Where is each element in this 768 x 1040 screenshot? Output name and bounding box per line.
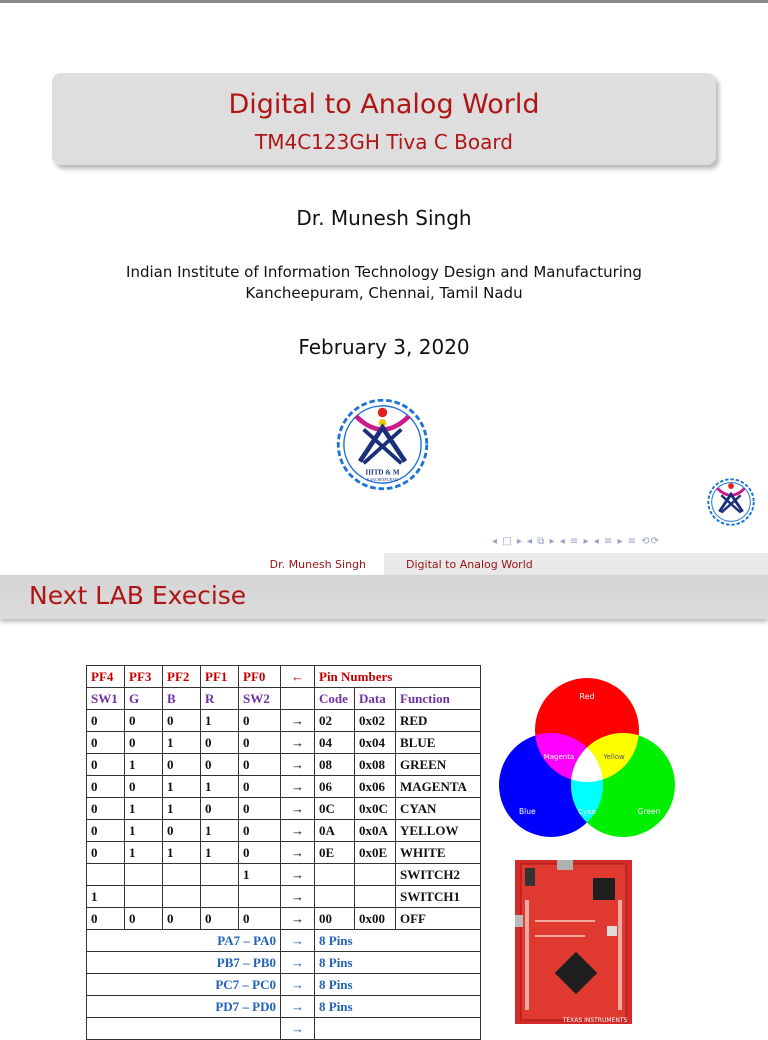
table-cell: 1 bbox=[201, 842, 239, 864]
table-cell: OFF bbox=[396, 908, 481, 930]
table-row bbox=[87, 908, 481, 930]
table-cell bbox=[201, 864, 239, 886]
table-cell: 1 bbox=[125, 754, 163, 776]
header-cell: R bbox=[201, 688, 239, 710]
table-cell: SWITCH1 bbox=[396, 886, 481, 908]
logo-text: IIITD & M bbox=[365, 468, 400, 477]
table-cell: 0 bbox=[239, 710, 281, 732]
table-cell: → bbox=[281, 776, 315, 798]
port-range: PD7 – PD0 bbox=[87, 996, 281, 1018]
header-cell: B bbox=[163, 688, 201, 710]
table-cell: 0 bbox=[163, 710, 201, 732]
slide-subtitle: TM4C123GH Tiva C Board bbox=[255, 130, 513, 154]
table-cell: 0x02 bbox=[355, 710, 396, 732]
table-cell bbox=[163, 864, 201, 886]
table-row bbox=[87, 886, 481, 908]
header-cell: Code bbox=[315, 688, 355, 710]
port-pins: 8 Pins bbox=[315, 952, 481, 974]
table-cell: 0 bbox=[201, 798, 239, 820]
table-cell: BLUE bbox=[396, 732, 481, 754]
table-cell: 1 bbox=[201, 776, 239, 798]
table-cell bbox=[315, 886, 355, 908]
port-pins: 8 Pins bbox=[315, 996, 481, 1018]
table-cell bbox=[355, 886, 396, 908]
table-cell: 0C bbox=[315, 798, 355, 820]
table-row bbox=[87, 776, 481, 798]
table-cell: → bbox=[281, 886, 315, 908]
institution-line2: Kancheepuram, Chennai, Tamil Nadu bbox=[245, 284, 523, 302]
presentation-date: February 3, 2020 bbox=[298, 335, 470, 359]
institution bbox=[0, 262, 768, 304]
table-cell: GREEN bbox=[396, 754, 481, 776]
table-cell: 0 bbox=[125, 908, 163, 930]
table-cell: 0 bbox=[239, 908, 281, 930]
header-cell: SW2 bbox=[239, 688, 281, 710]
port-arrow: → bbox=[281, 974, 315, 996]
table-cell: 08 bbox=[315, 754, 355, 776]
frame-title: Next LAB Execise bbox=[29, 581, 247, 610]
table-cell: RED bbox=[396, 710, 481, 732]
table-cell: 1 bbox=[163, 798, 201, 820]
table-cell: 06 bbox=[315, 776, 355, 798]
table-cell: 1 bbox=[163, 732, 201, 754]
institution-line1: Indian Institute of Information Technology Design and Manufacturing bbox=[126, 263, 642, 281]
table-cell: SWITCH2 bbox=[396, 864, 481, 886]
beamer-navigation[interactable]: ◂ □ ▸ ◂ ⧉ ▸ ◂ ≡ ▸ ◂ ≡ ▸ ≡ ⟲⟳ bbox=[492, 536, 660, 547]
table-cell: 0 bbox=[201, 908, 239, 930]
port-arrow: → bbox=[281, 930, 315, 952]
title-slide bbox=[0, 3, 768, 553]
table-cell: 0 bbox=[87, 754, 125, 776]
table-cell: 0 bbox=[239, 776, 281, 798]
venn-label-green: Green bbox=[637, 807, 661, 816]
port-pins: 8 Pins bbox=[315, 974, 481, 996]
table-cell: 0 bbox=[201, 732, 239, 754]
table-cell: 0x0A bbox=[355, 820, 396, 842]
venn-label-blue: Blue bbox=[519, 807, 536, 816]
table-cell: → bbox=[281, 842, 315, 864]
header-cell: PF0 bbox=[239, 666, 281, 688]
venn-label-magenta: Magenta bbox=[543, 753, 575, 761]
table-cell bbox=[125, 886, 163, 908]
table-cell: 0 bbox=[163, 908, 201, 930]
slide-title: Digital to Analog World bbox=[228, 89, 540, 120]
table-cell: 0x0C bbox=[355, 798, 396, 820]
header-cell: PF3 bbox=[125, 666, 163, 688]
pin-mapping-table bbox=[86, 665, 481, 1040]
table-cell: 1 bbox=[201, 710, 239, 732]
table-cell: 0 bbox=[125, 732, 163, 754]
port-pins bbox=[315, 1018, 481, 1040]
table-cell: 0x08 bbox=[355, 754, 396, 776]
table-cell: → bbox=[281, 798, 315, 820]
table-cell: 0 bbox=[239, 798, 281, 820]
table-cell: 0A bbox=[315, 820, 355, 842]
tiva-board-image bbox=[515, 860, 632, 1024]
header-cell: Pin Numbers bbox=[315, 666, 481, 688]
table-cell: 1 bbox=[125, 820, 163, 842]
iiitdm-logo bbox=[326, 388, 439, 501]
header-title: Digital to Analog World bbox=[406, 558, 533, 571]
table-row bbox=[87, 710, 481, 732]
venn-label-yellow: Yellow bbox=[603, 753, 625, 761]
table-header-row-functions bbox=[87, 688, 481, 710]
table-cell: 0 bbox=[87, 908, 125, 930]
table-cell bbox=[87, 864, 125, 886]
table-cell: 0x0E bbox=[355, 842, 396, 864]
table-cell: 1 bbox=[201, 820, 239, 842]
port-arrow: → bbox=[281, 952, 315, 974]
table-cell: → bbox=[281, 710, 315, 732]
table-header-row-pins bbox=[87, 666, 481, 688]
table-cell: 0 bbox=[163, 754, 201, 776]
table-cell: 1 bbox=[163, 776, 201, 798]
header-cell: Function bbox=[396, 688, 481, 710]
table-cell bbox=[163, 886, 201, 908]
table-cell: 0 bbox=[239, 732, 281, 754]
header-cell: PF2 bbox=[163, 666, 201, 688]
table-cell: 1 bbox=[239, 864, 281, 886]
table-cell: 0 bbox=[87, 710, 125, 732]
table-cell: 0x00 bbox=[355, 908, 396, 930]
table-cell: → bbox=[281, 820, 315, 842]
table-cell: 0x06 bbox=[355, 776, 396, 798]
venn-label-red: Red bbox=[579, 692, 595, 701]
board-brand: TEXAS INSTRUMENTS bbox=[562, 1017, 628, 1024]
header-cell: ← bbox=[281, 666, 315, 688]
table-cell: 0 bbox=[87, 732, 125, 754]
table-cell: 0 bbox=[125, 710, 163, 732]
table-cell: 1 bbox=[125, 842, 163, 864]
port-range bbox=[87, 1018, 281, 1040]
port-row bbox=[87, 1018, 481, 1040]
table-cell: 0 bbox=[87, 842, 125, 864]
table-cell bbox=[239, 886, 281, 908]
port-range: PA7 – PA0 bbox=[87, 930, 281, 952]
rgb-venn-diagram bbox=[499, 678, 675, 837]
port-range: PB7 – PB0 bbox=[87, 952, 281, 974]
table-row bbox=[87, 842, 481, 864]
table-cell: 1 bbox=[163, 842, 201, 864]
slide-header-strip bbox=[0, 553, 768, 575]
table-cell: 0 bbox=[239, 820, 281, 842]
header-author: Dr. Munesh Singh bbox=[269, 558, 366, 571]
table-cell: MAGENTA bbox=[396, 776, 481, 798]
table-cell: YELLOW bbox=[396, 820, 481, 842]
title-box bbox=[52, 73, 716, 165]
table-cell: 00 bbox=[315, 908, 355, 930]
iiitdm-logo-small bbox=[702, 473, 760, 531]
port-row bbox=[87, 974, 481, 996]
logo-subtext: KANCHEEPURAM bbox=[366, 478, 399, 483]
table-cell: CYAN bbox=[396, 798, 481, 820]
port-arrow: → bbox=[281, 996, 315, 1018]
table-cell: 0 bbox=[239, 754, 281, 776]
table-cell: → bbox=[281, 864, 315, 886]
header-cell: Data bbox=[355, 688, 396, 710]
table-cell: 0 bbox=[163, 820, 201, 842]
table-cell: 0E bbox=[315, 842, 355, 864]
frame-title-bar bbox=[0, 575, 768, 619]
table-cell: 0 bbox=[125, 776, 163, 798]
port-row bbox=[87, 952, 481, 974]
table-cell bbox=[125, 864, 163, 886]
table-cell bbox=[201, 886, 239, 908]
header-cell: PF1 bbox=[201, 666, 239, 688]
table-cell: 0 bbox=[87, 776, 125, 798]
table-cell bbox=[315, 864, 355, 886]
table-cell: 0 bbox=[87, 820, 125, 842]
header-cell: SW1 bbox=[87, 688, 125, 710]
table-cell: WHITE bbox=[396, 842, 481, 864]
table-cell: → bbox=[281, 754, 315, 776]
table-row bbox=[87, 798, 481, 820]
port-row bbox=[87, 930, 481, 952]
header-cell: G bbox=[125, 688, 163, 710]
header-cell bbox=[281, 688, 315, 710]
table-cell: 02 bbox=[315, 710, 355, 732]
port-row bbox=[87, 996, 481, 1018]
port-range: PC7 – PC0 bbox=[87, 974, 281, 996]
table-cell: 0 bbox=[239, 842, 281, 864]
header-cell: PF4 bbox=[87, 666, 125, 688]
table-cell: 04 bbox=[315, 732, 355, 754]
table-row bbox=[87, 864, 481, 886]
table-cell: 1 bbox=[125, 798, 163, 820]
port-pins: 8 Pins bbox=[315, 930, 481, 952]
table-row bbox=[87, 820, 481, 842]
table-cell bbox=[355, 864, 396, 886]
table-cell: 0 bbox=[201, 754, 239, 776]
port-arrow: → bbox=[281, 1018, 315, 1040]
table-cell: → bbox=[281, 908, 315, 930]
table-row bbox=[87, 754, 481, 776]
table-cell: 0x04 bbox=[355, 732, 396, 754]
venn-label-cyan: Cyan bbox=[578, 808, 596, 816]
table-cell: 0 bbox=[87, 798, 125, 820]
table-cell: 1 bbox=[87, 886, 125, 908]
table-row bbox=[87, 732, 481, 754]
table-cell: → bbox=[281, 732, 315, 754]
author-name: Dr. Munesh Singh bbox=[296, 206, 472, 230]
